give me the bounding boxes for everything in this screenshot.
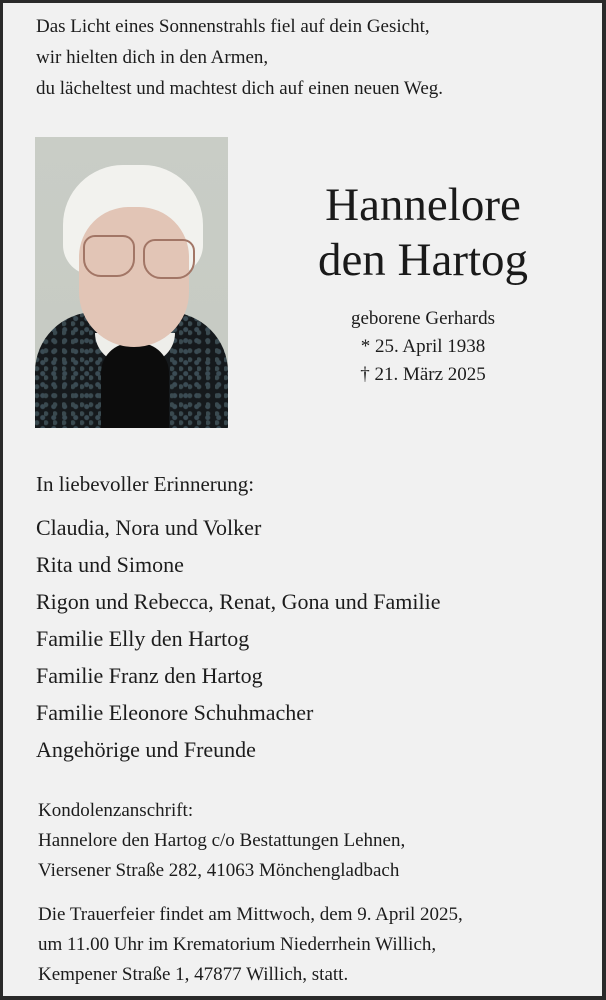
list-item: Claudia, Nora und Volker — [36, 515, 262, 540]
death-date: † 21. März 2025 — [360, 364, 486, 385]
poem-line: wir hielten dich in den Armen, — [36, 47, 269, 68]
poem-line: Das Licht eines Sonnenstrahls fiel auf dein Gesicht, — [36, 16, 430, 37]
list-item: Rita und Simone — [36, 552, 184, 577]
condolence-address — [38, 796, 405, 886]
first-name: Hannelore — [325, 179, 521, 231]
deceased-name — [273, 178, 573, 288]
list-item: Familie Franz den Hartog — [36, 663, 263, 688]
condolence-label: Kondolenzanschrift: — [38, 800, 194, 821]
mourners-list — [36, 509, 440, 768]
list-item: Familie Elly den Hartog — [36, 626, 250, 651]
poem — [36, 11, 443, 104]
condolence-line: Hannelore den Hartog c/o Bestattungen Lehnen, — [38, 830, 406, 851]
glasses-icon — [143, 239, 195, 279]
funeral-info — [38, 900, 463, 990]
list-item: Familie Eleonore Schuhmacher — [36, 700, 314, 725]
list-item: Rigon und Rebecca, Renat, Gona und Familie — [36, 589, 441, 614]
life-dates — [273, 305, 573, 389]
last-name: den Hartog — [317, 234, 529, 286]
poem-line: du lächeltest und machtest dich auf einen neuen Weg. — [36, 78, 444, 99]
obituary-notice — [3, 3, 602, 996]
funeral-line: Kempener Straße 1, 47877 Willich, statt. — [38, 964, 349, 985]
list-item: Angehörige und Freunde — [36, 737, 256, 762]
funeral-line: Die Trauerfeier findet am Mittwoch, dem 9. April 2025, — [38, 904, 463, 925]
portrait-photo — [35, 137, 228, 428]
funeral-line: um 11.00 Uhr im Krematorium Niederrhein Willich, — [38, 934, 437, 955]
birth-date: * 25. April 1938 — [360, 336, 486, 357]
remembrance-intro: In liebevoller Erinnerung: — [36, 472, 255, 496]
photo-shirt — [101, 343, 169, 428]
condolence-line: Viersener Straße 282, 41063 Mönchengladbach — [38, 860, 400, 881]
glasses-icon — [83, 235, 135, 277]
birth-name: geborene Gerhards — [350, 308, 495, 329]
